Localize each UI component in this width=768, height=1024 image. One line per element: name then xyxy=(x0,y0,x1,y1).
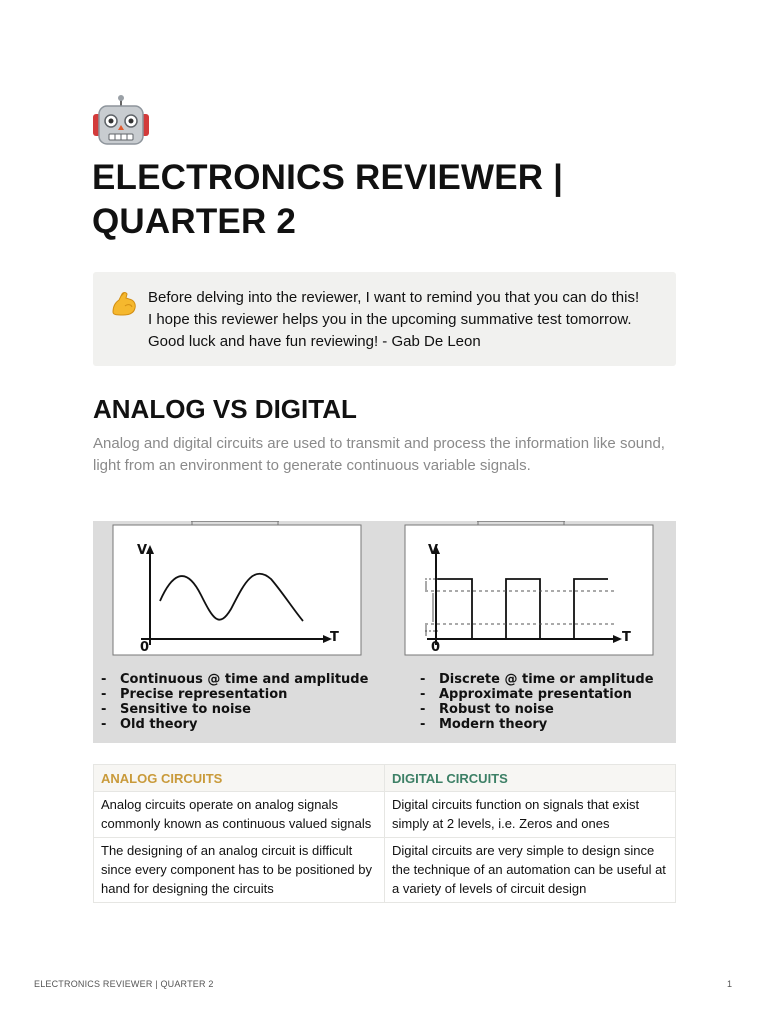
digital-point: Modern theory xyxy=(439,717,548,732)
table-row xyxy=(94,838,676,903)
callout-line: Good luck and have fun reviewing! - Gab De Leon xyxy=(148,333,481,350)
digital-points xyxy=(420,672,654,732)
page-title: ELECTRONICS REVIEWER | QUARTER 2 xyxy=(92,158,564,241)
analog-point: Precise representation xyxy=(120,687,288,702)
analog-point: Old theory xyxy=(120,717,198,732)
column-header-analog: ANALOG CIRCUITS xyxy=(94,765,385,792)
robot-icon xyxy=(93,94,151,148)
section-intro: Analog and digital circuits are used to transmit and process the information like sound, light from an environment to generate continuous variable signals. xyxy=(93,435,665,474)
svg-text:-: - xyxy=(420,717,426,732)
page-number: 1 xyxy=(727,979,733,989)
table-cell: Digital circuits function on signals that exist simply at 2 levels, i.e. Zeros and ones xyxy=(385,792,676,838)
svg-text:-: - xyxy=(101,717,107,732)
analog-point: Continuous @ time and amplitude xyxy=(120,672,369,687)
svg-text:-: - xyxy=(420,687,426,702)
svg-text:-: - xyxy=(101,702,107,717)
svg-text:-: - xyxy=(420,702,426,717)
table-cell: The designing of an analog circuit is difficult since every component has to be positioned by hand for designing the circuits xyxy=(94,838,385,903)
column-header-digital: DIGITAL CIRCUITS xyxy=(385,765,676,792)
callout xyxy=(93,272,676,366)
comparison-table xyxy=(93,764,676,903)
section-heading: ANALOG VS DIGITAL xyxy=(93,394,357,424)
table-cell: Digital circuits are very simple to design since the technique of an automation can be useful at a variety of levels of circuit design xyxy=(385,838,676,903)
table-row xyxy=(94,792,676,838)
digital-point: Approximate presentation xyxy=(439,687,632,702)
svg-text:-: - xyxy=(420,672,426,687)
analog-v-label: V xyxy=(137,543,148,558)
digital-point: Robust to noise xyxy=(439,702,554,717)
flexed-biceps-icon xyxy=(109,288,139,318)
callout-line: I hope this reviewer helps you in the upcoming summative test tomorrow. xyxy=(148,311,632,328)
analog-t-label: T xyxy=(330,630,339,645)
digital-point: Discrete @ time or amplitude xyxy=(439,672,654,687)
analog-points xyxy=(101,672,369,732)
digital-origin-label: 0 xyxy=(431,640,441,655)
svg-text:-: - xyxy=(101,672,107,687)
svg-text:-: - xyxy=(101,687,107,702)
digital-v-label: V xyxy=(428,543,439,558)
digital-t-label: T xyxy=(622,630,631,645)
callout-text xyxy=(148,287,668,353)
signal-diagram xyxy=(93,521,676,743)
table-cell: Analog circuits operate on analog signals commonly known as continuous valued signals xyxy=(94,792,385,838)
footer-title: ELECTRONICS REVIEWER | QUARTER 2 xyxy=(34,979,214,989)
analog-digital-figure xyxy=(93,521,676,743)
analog-origin-label: 0 xyxy=(140,640,150,655)
table-header-row xyxy=(94,765,676,792)
callout-line: Before delving into the reviewer, I want to remind you that you can do this! xyxy=(148,289,640,306)
analog-point: Sensitive to noise xyxy=(120,702,251,717)
